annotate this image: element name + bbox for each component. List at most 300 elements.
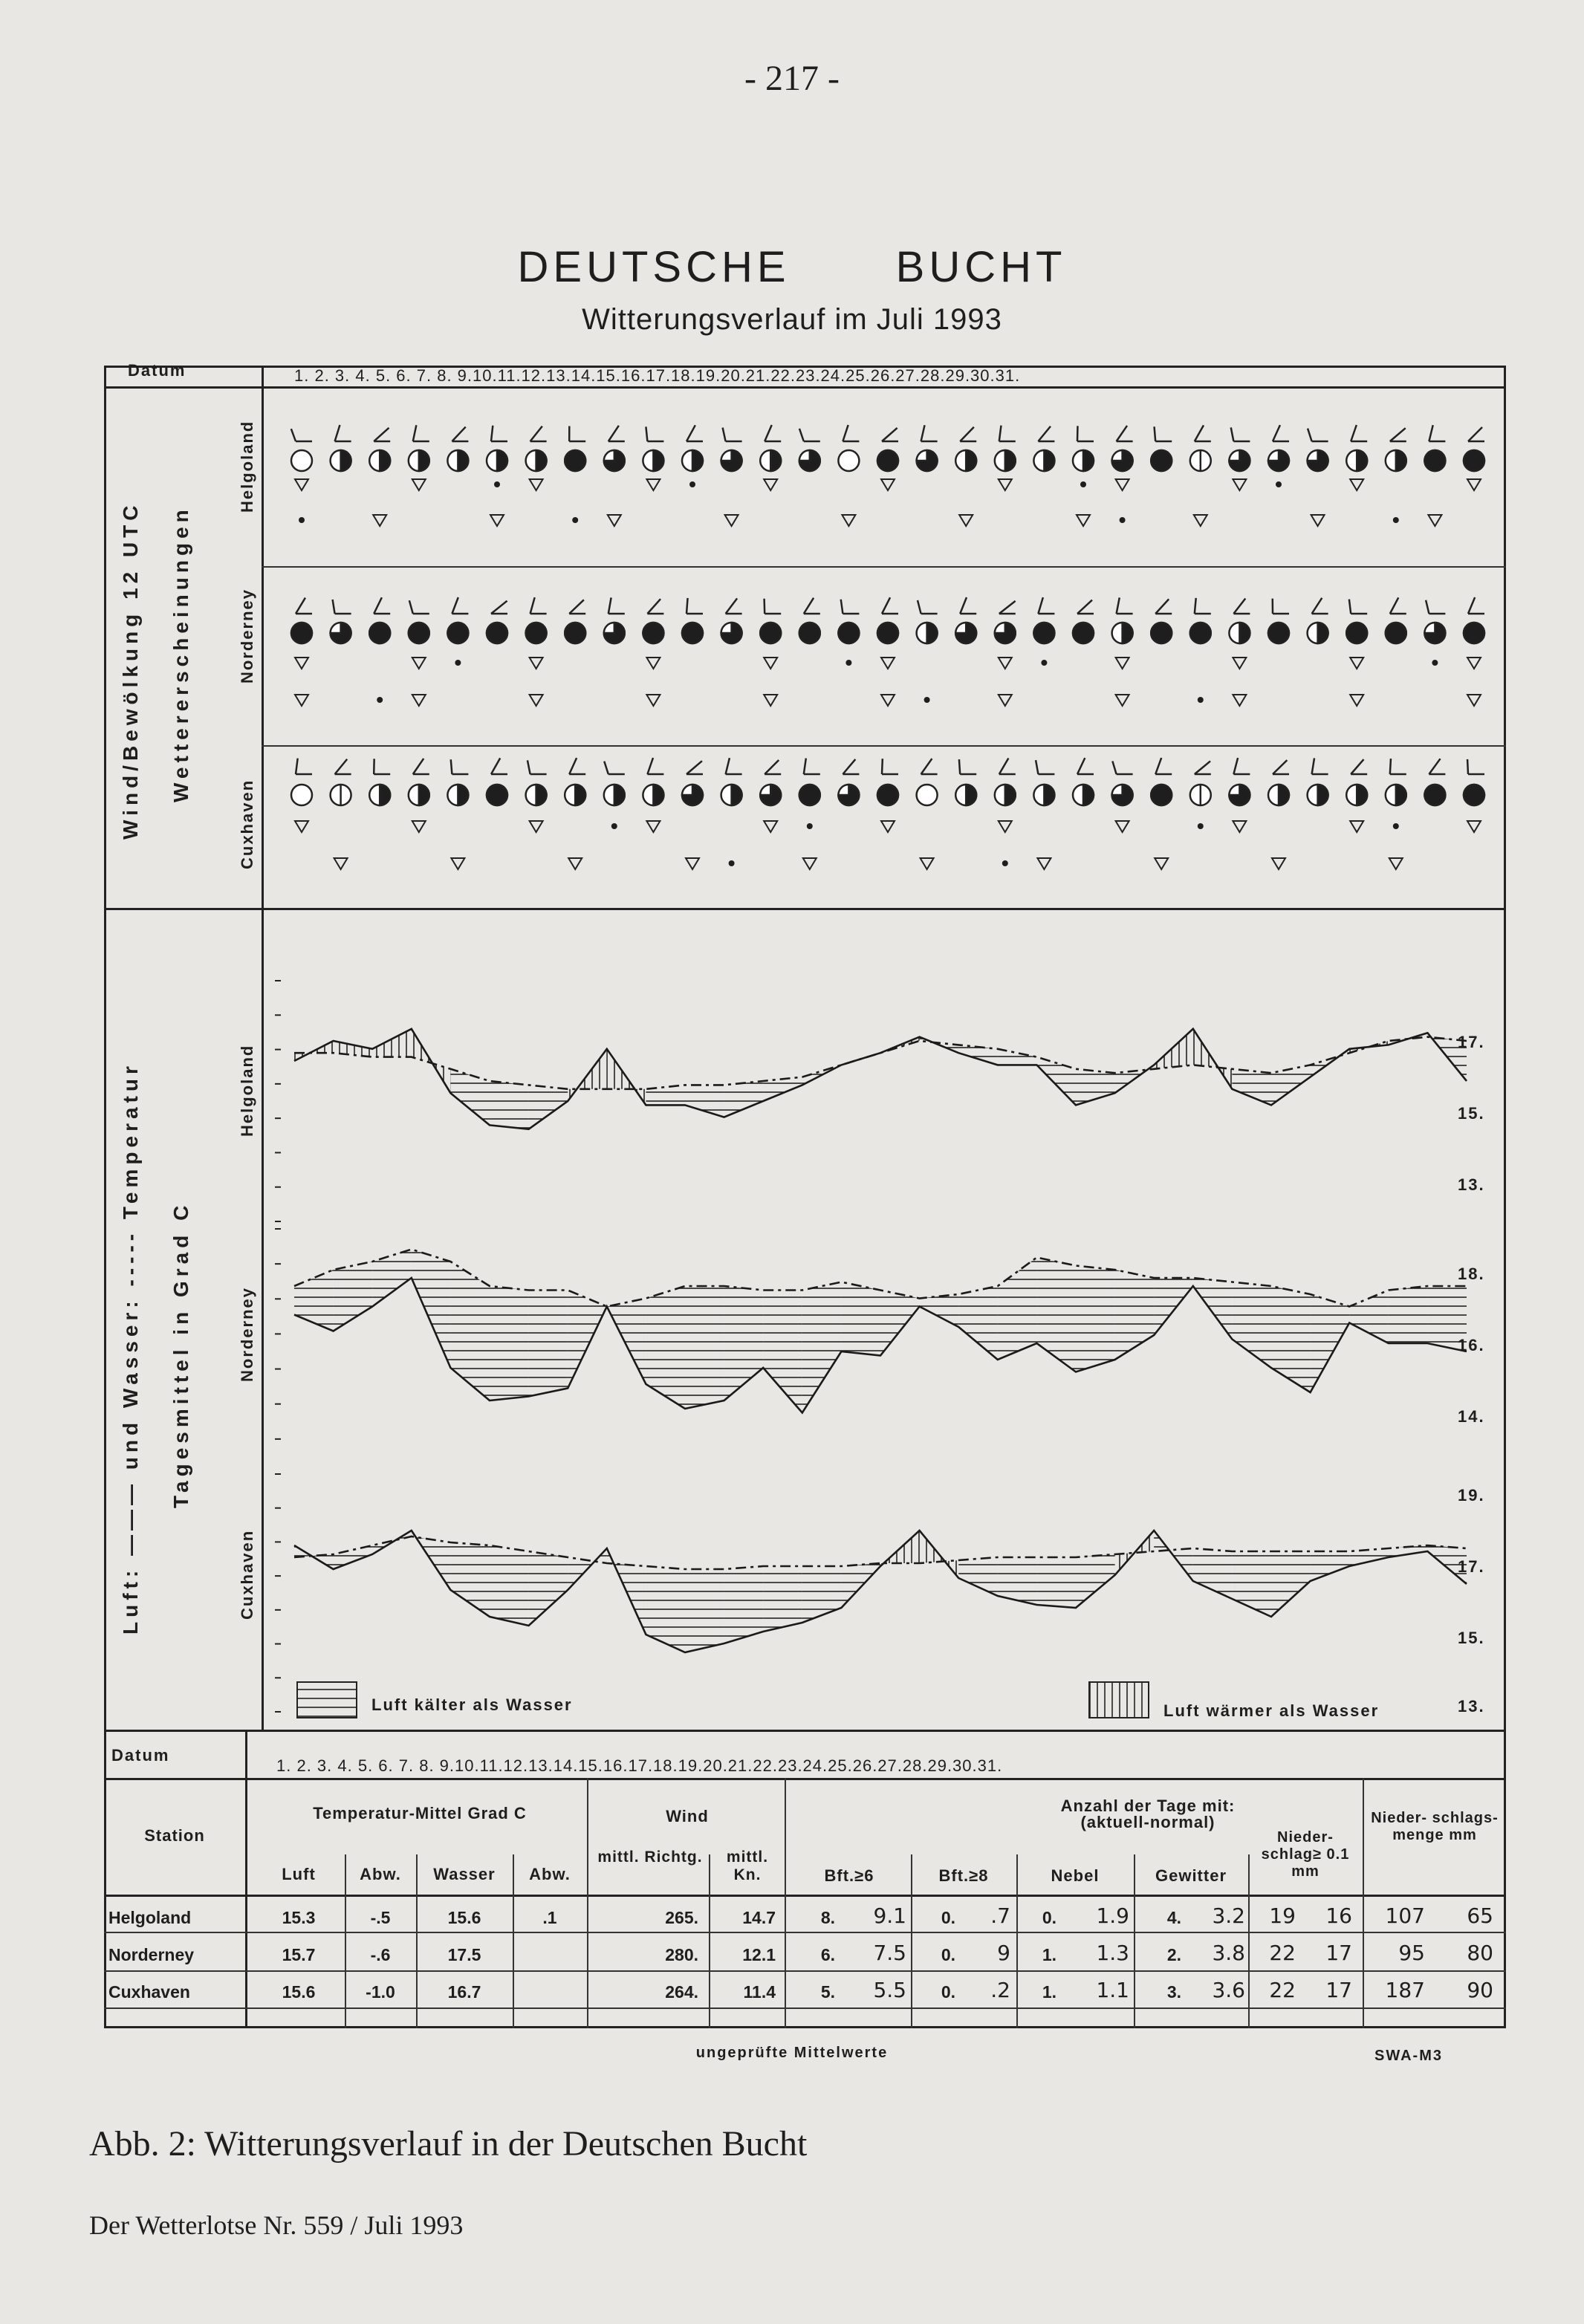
shower-icon [646,658,660,669]
cloud-cover-icon [369,623,390,643]
wind-barb-icon [1077,758,1085,774]
cell-n2b: 80 [1467,1941,1493,1965]
shower-icon [1467,695,1481,706]
wind-barb-icon [646,426,647,441]
wind-barb-icon [999,426,1002,441]
wind-barb-icon [1273,425,1280,441]
cloud-cover-icon [1005,785,1016,805]
tick-helgoland-15: 15. [1458,1104,1485,1123]
cloud-cover-icon [1464,450,1484,471]
area-air-colder [450,1542,490,1617]
cell-bft6a: 6. [820,1945,835,1964]
rain-icon [611,823,617,829]
cell-bft8a: 0. [941,1945,955,1964]
cell-kn: 11.4 [743,1982,776,2002]
cloud-cover-icon [1123,623,1133,643]
wind-barb-icon [333,600,335,614]
cell-richtg: 280. [665,1945,698,1964]
cell-richtg: 264. [665,1982,698,2002]
weather-section-label-2: Wettererscheinungen [169,505,192,802]
shower-icon [608,515,621,526]
cloud-cover-icon [1346,623,1367,643]
temp-section-label-2: Tagesmittel in Grad C [169,1201,192,1508]
cell-n1b: 16 [1325,1903,1352,1928]
col-wind-header: Wind [666,1807,709,1825]
cloud-cover-icon [614,785,625,805]
area-air-colder [1389,1286,1428,1343]
shower-icon [1116,821,1129,832]
cloud-cover-icon [966,450,976,471]
rain-icon [924,697,930,703]
area-air-colder [763,1077,802,1101]
wind-barb-icon [291,429,296,441]
cloud-cover-icon [536,450,547,471]
wind-barb-icon [335,759,348,774]
cloud-cover-icon [487,785,507,805]
cloud-cover-icon [565,623,585,643]
wind-barb-icon [959,759,960,774]
cloud-cover-icon [1357,450,1367,471]
date-label-top: Datum [128,361,186,380]
rain-icon [1276,481,1282,487]
shower-icon [921,858,934,869]
wind-barb-icon [726,758,730,774]
shower-icon [1037,858,1051,869]
cell-n2a: 187 [1385,1978,1425,2002]
wind-barb-icon [491,758,500,774]
cloud-cover-icon [565,450,585,471]
shower-icon [999,658,1012,669]
shower-icon [1194,515,1207,526]
shower-icon [1272,858,1285,869]
chart-norderney [275,1229,1467,1474]
wind-barb-icon [1390,428,1406,441]
cloud-cover-icon [653,450,663,471]
cloud-cover-icon [409,623,429,643]
cell-gewb: 3.2 [1212,1903,1245,1928]
station-label-cuxhaven: Cuxhaven [238,779,256,869]
shower-icon [530,479,543,490]
shower-icon [412,658,426,669]
shower-icon [295,821,308,832]
area-air-colder [490,1286,529,1400]
wind-barb-icon [686,425,695,441]
wind-barb-icon [843,759,855,774]
area-air-warmer [334,1041,373,1057]
wind-barb-icon [452,597,458,614]
cell-wasser: 15.6 [447,1908,481,1927]
tick-cuxhaven-17: 17. [1458,1557,1485,1576]
cloud-cover-icon [419,785,429,805]
area-air-colder [1271,1551,1311,1617]
temp-section-label: Luft: ——— und Wasser: ----- Temperatur [119,1062,142,1635]
cloud-cover-icon [838,623,859,643]
shower-icon [412,821,426,832]
rain-icon [1198,823,1204,829]
wind-barb-icon [1077,600,1092,614]
cloud-cover-icon [1268,623,1289,643]
divider [104,1895,1506,1897]
cell-n1b: 17 [1325,1941,1352,1965]
days-row-bottom: 1. 2. 3. 4. 5. 6. 7. 8. 9.10.11.12.13.14.15.16.17.18.19.20.21.22.23.24.25.26.27.28.29.30.31. [276,1756,1003,1775]
col-abw2: Abw. [529,1865,571,1883]
wind-barb-icon [1155,599,1169,614]
cell-richtg: 265. [665,1908,698,1927]
shower-icon [1350,479,1363,490]
wind-barb-icon [726,598,738,614]
area-air-colder [334,1262,373,1331]
wind-barb-icon [686,761,702,774]
cell-bft6a: 5. [820,1982,835,2002]
wind-barb-icon [882,597,890,614]
rain-icon [1080,481,1086,487]
wind-barb-icon [686,598,688,614]
cloud-cover-icon [1151,623,1172,643]
wind-barb-icon [452,427,465,441]
page-footer: Der Wetterlotse Nr. 559 / Juli 1993 [89,2210,464,2240]
col-temp-header: Temperatur-Mittel Grad C [313,1804,527,1822]
shower-icon [881,658,895,669]
cell-kn: 14.7 [742,1908,776,1927]
wind-barb-icon [1312,598,1322,614]
area-air-colder [1193,1548,1233,1599]
wind-barb-icon [409,600,413,614]
shower-icon [881,479,895,490]
chart-helgoland [275,981,1467,1221]
wind-barb-icon [491,601,507,614]
rain-icon [845,660,851,666]
rain-icon [455,660,461,666]
cell-bft6b: 7.5 [873,1941,906,1965]
shower-icon [881,821,895,832]
shower-icon [1233,821,1246,832]
area-air-colder [958,1557,998,1596]
area-air-colder [646,1566,685,1652]
rain-icon [1432,660,1438,666]
tick-cuxhaven-15: 15. [1458,1629,1485,1647]
cloud-cover-icon [1318,785,1328,805]
area-air-colder [1311,1551,1350,1581]
area-air-colder [1271,1286,1311,1392]
area-air-colder [724,1566,764,1643]
wind-barb-icon [1351,759,1363,774]
wind-barb-icon [765,760,779,774]
cloud-cover-icon [1083,785,1094,805]
wind-barb-icon [491,426,493,441]
rain-icon [572,517,578,523]
cell-station: Norderney [108,1945,195,1964]
cloud-cover-icon [458,785,468,805]
cell-n2b: 65 [1467,1903,1493,1928]
col-bft6: Bft.≥6 [824,1866,874,1885]
shower-icon [959,515,973,526]
divider [245,1730,247,2028]
area-air-colder [1115,1270,1155,1360]
cloud-cover-icon [419,450,429,471]
divider [104,1730,1506,1732]
cell-kn: 12.1 [742,1945,776,1964]
wind-barb-icon [1429,759,1440,774]
cloud-cover-icon [799,623,820,643]
cloud-cover-icon [291,450,312,471]
wind-barb-icon [569,600,584,614]
area-air-colder [1036,1258,1076,1372]
cloud-cover-icon [1044,785,1054,805]
tick-cuxhaven-19: 19. [1458,1486,1485,1505]
shower-icon [568,858,582,869]
cloud-cover-icon [1357,785,1367,805]
col-nied2: Nieder- schlags- menge mm [1371,1810,1499,1843]
area-air-colder [958,1286,998,1360]
weather-section-label: Wind/Bewölkung 12 UTC [119,501,142,840]
wind-barb-icon [1233,598,1245,614]
shower-icon [373,515,386,526]
shower-icon [764,479,777,490]
cloud-cover-icon [1396,450,1406,471]
station-label-norderney: Norderney [238,588,256,684]
wind-barb-icon [765,425,772,441]
shower-icon [1350,695,1363,706]
cloud-cover-icon [1424,785,1445,805]
cell-station: Helgoland [108,1908,192,1927]
shower-icon [530,821,543,832]
cell-n2b: 90 [1467,1978,1493,2002]
shower-icon [1116,695,1129,706]
area-air-colder [1232,1069,1271,1106]
area-air-colder [724,1081,764,1117]
temp-label-helgoland: Helgoland [238,1044,256,1137]
tick-norderney-14: 14. [1458,1407,1485,1426]
shower-icon [412,695,426,706]
wind-barb-icon [569,758,577,774]
legend-cold-label: Luft kälter als Wasser [371,1695,573,1714]
cloud-cover-icon [877,450,898,471]
cell-bft8b: .7 [990,1903,1010,1928]
shower-icon [881,695,895,706]
cell-gewa: 2. [1166,1945,1181,1964]
date-label-bottom: Datum [111,1746,170,1765]
cell-n2a: 95 [1398,1941,1425,1965]
shower-icon [295,695,308,706]
cell-abw2: .1 [542,1908,557,1927]
wind-barb-icon [999,601,1016,614]
shower-icon [686,858,699,869]
wind-barb-icon [960,597,967,614]
shower-icon [999,821,1012,832]
wind-barb-icon [921,425,925,441]
tick-cuxhaven-13: 13. [1458,1697,1485,1716]
wind-barb-icon [1233,758,1238,774]
cloud-cover-icon [692,450,703,471]
tick-norderney-16: 16. [1458,1336,1485,1354]
wind-barb-icon [1390,759,1391,774]
cell-nebela: 1. [1042,1982,1056,2002]
cell-n1a: 22 [1269,1941,1296,1965]
area-air-colder [372,1250,412,1307]
wind-barb-icon [1351,425,1357,441]
cell-luft: 15.3 [282,1908,316,1927]
area-air-colder [1232,1282,1271,1369]
shower-icon [646,479,660,490]
wind-barb-icon [413,425,417,441]
area-air-warmer [372,1029,412,1057]
wind-barb-icon [335,425,340,441]
cell-bft8a: 0. [941,1908,955,1927]
area-air-colder [568,1291,607,1389]
cloud-cover-icon [1424,450,1445,471]
wind-barb-icon [647,758,653,774]
area-air-colder [1076,1266,1115,1372]
wind-barb-icon [1308,429,1312,441]
area-air-colder [841,1282,880,1356]
wind-barb-icon [960,427,974,441]
divider [104,2007,1506,2009]
wind-barb-icon [918,600,921,614]
wind-barb-icon [604,762,608,774]
cloud-cover-icon [1083,450,1094,471]
shower-icon [1467,479,1481,490]
wind-barb-icon [451,759,452,774]
cloud-cover-icon [1464,623,1484,643]
shower-icon [1467,658,1481,669]
cloud-cover-icon [1151,450,1172,471]
cloud-cover-icon [536,785,547,805]
legend-warm-swatch [1089,1682,1149,1718]
area-air-colder [529,1291,568,1397]
cloud-cover-icon [1279,785,1289,805]
area-air-colder [490,1545,529,1626]
cloud-cover-icon [643,623,663,643]
cloud-cover-icon [838,450,859,471]
cloud-cover-icon [877,785,898,805]
wind-barb-icon [1038,426,1051,441]
wind-barb-icon [1195,761,1210,774]
shower-icon [646,695,660,706]
wind-barb-icon [999,758,1009,774]
wind-barb-icon [1429,425,1432,441]
cell-nebelb: 1.9 [1096,1903,1129,1928]
shower-icon [999,695,1012,706]
area-air-colder [529,1085,568,1129]
wind-barb-icon [528,760,530,774]
cell-n1a: 19 [1269,1903,1296,1928]
cloud-cover-icon [380,785,390,805]
cell-n1b: 17 [1325,1978,1352,2002]
wind-barb-icon [1036,760,1038,774]
shower-icon [842,515,855,526]
shower-icon [1233,695,1246,706]
shower-icon [490,515,504,526]
cloud-cover-icon [575,785,585,805]
wind-barb-icon [608,426,619,441]
cloud-cover-icon [1044,450,1054,471]
col-nebel: Nebel [1051,1866,1100,1885]
shower-icon [764,695,777,706]
temp-label-norderney: Norderney [238,1286,256,1382]
cloud-cover-icon [1396,785,1406,805]
wind-barb-icon [1112,761,1116,774]
cloud-cover-icon [1033,623,1054,643]
shower-icon [1233,479,1246,490]
rain-icon [807,823,813,829]
cloud-cover-icon [497,450,507,471]
wind-barb-icon [296,759,298,774]
cell-gewb: 3.6 [1212,1978,1245,2002]
wind-barb-icon [1117,426,1127,441]
shower-icon [1350,821,1363,832]
legend-warm-label: Luft wärmer als Wasser [1163,1701,1380,1720]
cell-bft6a: 8. [820,1908,835,1927]
tick-norderney-18: 18. [1458,1265,1485,1283]
cell-wasser: 17.5 [447,1945,481,1964]
shower-icon [530,658,543,669]
cloud-cover-icon [966,785,976,805]
col-days-header: Anzahl der Tage mit: [1060,1796,1236,1815]
cell-luft: 15.7 [282,1945,316,1964]
cloud-cover-icon [1386,623,1406,643]
tick-helgoland-17: 17. [1458,1033,1485,1051]
wind-barb-icon [1117,597,1120,614]
area-air-colder [529,1551,568,1626]
cell-abw1: -.5 [370,1908,391,1927]
station-label-helgoland: Helgoland [238,420,256,513]
cloud-cover-icon [799,785,820,805]
col-station: Station [144,1826,205,1845]
cloud-cover-icon [760,623,781,643]
shower-icon [1428,515,1441,526]
shower-icon [646,821,660,832]
area-air-colder [998,1049,1037,1065]
shower-icon [999,479,1012,490]
wind-barb-icon [882,759,883,774]
col-nied1: Nieder- schlag≥ 0.1 mm [1261,1829,1350,1880]
weather-symbols [262,388,1504,906]
wind-barb-icon [1155,758,1161,774]
cell-nebelb: 1.1 [1096,1978,1129,2002]
shower-icon [1350,658,1363,669]
cloud-cover-icon [526,623,547,643]
cell-nebela: 0. [1042,1908,1056,1927]
cell-luft: 15.6 [282,1982,316,2002]
cloud-cover-icon [1190,623,1211,643]
wind-barb-icon [1468,597,1475,614]
cloud-cover-icon [447,623,468,643]
cloud-cover-icon [1318,623,1328,643]
col-days-sub: (aktuell-normal) [1080,1813,1215,1831]
cloud-cover-icon [1464,785,1484,805]
cloud-cover-icon [770,450,781,471]
col-abw1: Abw. [360,1865,401,1883]
cell-gewa: 3. [1166,1982,1181,2002]
rain-icon [1002,860,1008,866]
cloud-cover-icon [291,785,312,805]
wind-barb-icon [1195,425,1204,441]
cloud-cover-icon [1239,623,1250,643]
shower-icon [295,479,308,490]
wind-barb-icon [1038,597,1042,614]
col-kn: mittl. Kn. [726,1849,769,1883]
shower-icon [334,858,348,869]
wind-barb-icon [843,425,848,441]
wind-barb-icon [799,429,804,441]
wind-barb-icon [882,428,898,441]
shower-icon [1311,515,1325,526]
cloud-cover-icon [341,450,351,471]
cell-n1a: 22 [1269,1978,1296,2002]
shower-icon [764,658,777,669]
area-air-colder [1311,1294,1350,1392]
rain-icon [1393,823,1399,829]
